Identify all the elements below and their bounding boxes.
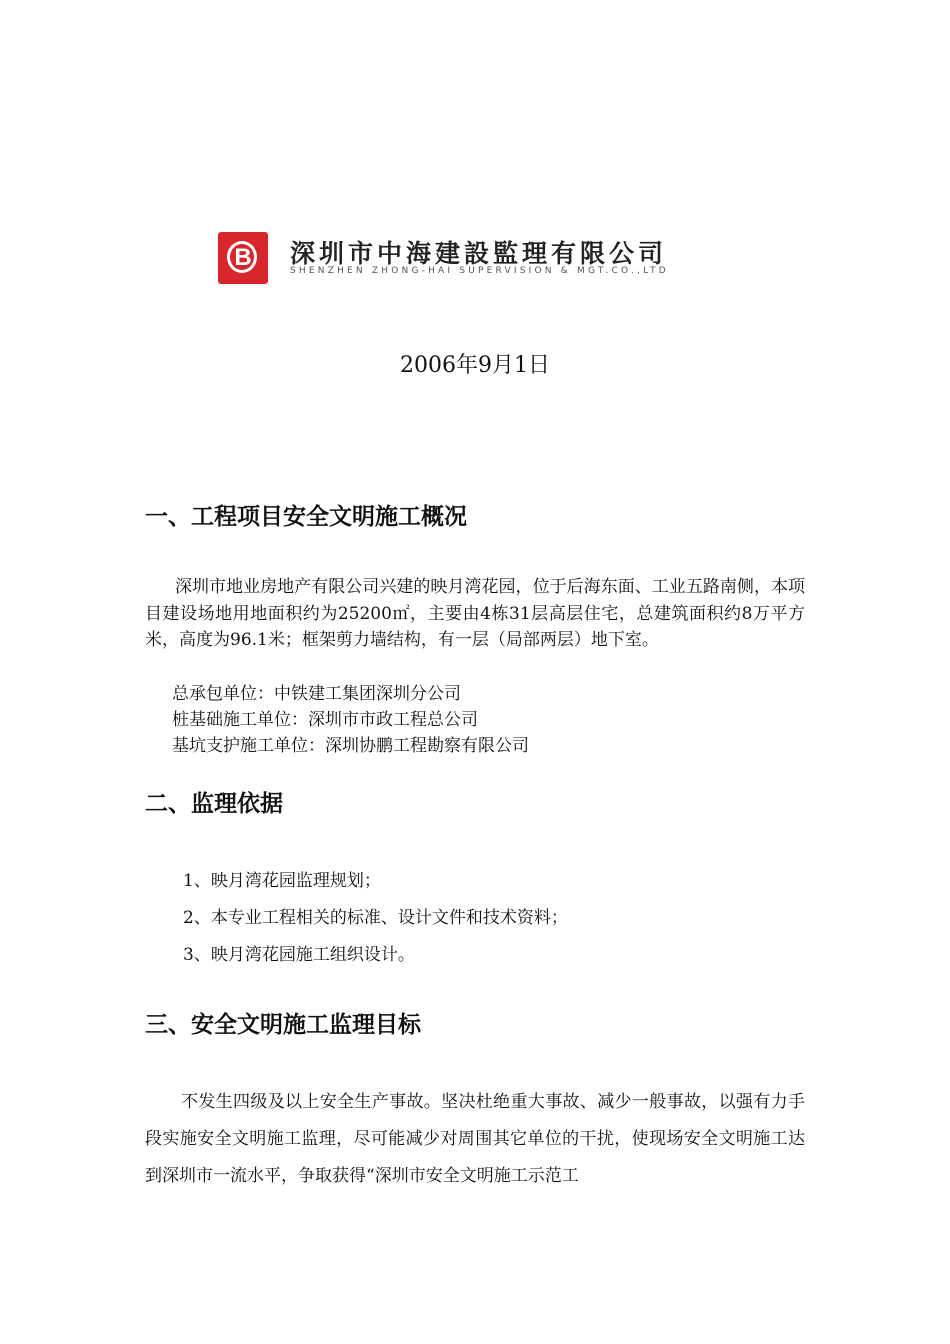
basis-item-2: 2、本专业工程相关的标准、设计文件和技术资料； [183, 908, 568, 928]
company-logo [218, 232, 708, 288]
logo-emblem-icon: B [218, 232, 268, 284]
basis-item-3: 3、映月湾花园施工组织设计。 [183, 945, 415, 965]
basis-item-1: 1、映月湾花园监理规划； [183, 871, 381, 891]
section-1-paragraph: 深圳市地业房地产有限公司兴建的映月湾花园，位于后海东面、工业五路南侧，本项目建设场地用地面积约为25200㎡，主要由4栋31层高层住宅，总建筑面积约8万平方米，高度为96.1米；框架剪力墙结构，有一层（局部两层）地下室。 [145, 577, 805, 650]
company-name-cn: 深圳市中海建設監理有限公司 [290, 239, 668, 268]
foundation-pit-line: 基坑支护施工单位：深圳协鹏工程勘察有限公司 [172, 736, 529, 756]
pile-foundation-line: 桩基础施工单位：深圳市市政工程总公司 [172, 710, 478, 730]
section-3-heading: 三、安全文明施工监理目标 [145, 1012, 421, 1038]
section-3-paragraph: 不发生四级及以上安全生产事故。坚决杜绝重大事故、减少一般事故，以强有力手段实施安全文明施工监理，尽可能减少对周围其它单位的干扰，使现场安全文明施工达到深圳市一流水平，争取获得“深圳市安全文明施工示范工 [145, 1092, 805, 1186]
section-2-heading: 二、监理依据 [145, 791, 283, 817]
company-name-en: SHENZHEN ZHONG-HAI SUPERVISION & MGT.CO.,LTD [290, 266, 669, 276]
document-date: 2006年9月1日 [400, 353, 550, 378]
section-1-heading: 一、工程项目安全文明施工概况 [145, 504, 467, 530]
general-contractor-line: 总承包单位：中铁建工集团深圳分公司 [172, 684, 461, 704]
